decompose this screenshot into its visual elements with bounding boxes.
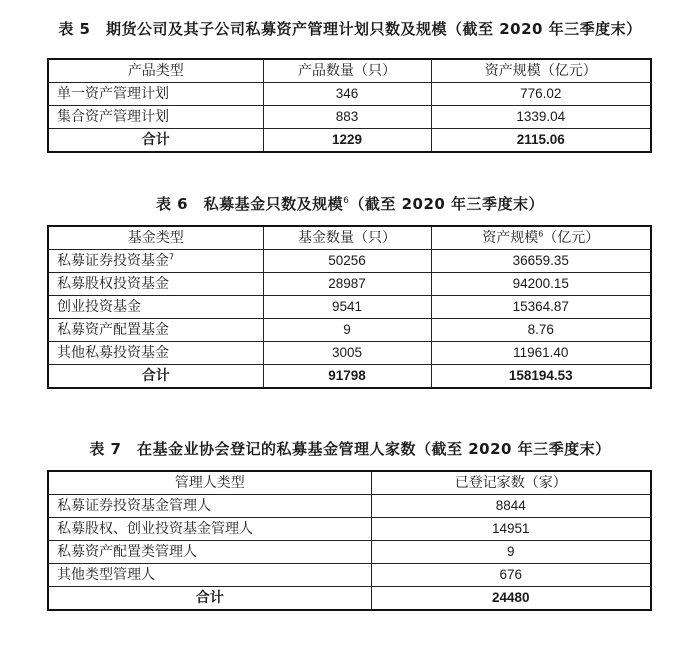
table-header-row — [48, 226, 651, 250]
caption-tail: （截至 2020 年三季度末） — [349, 195, 545, 213]
count-cell: 676 — [371, 564, 651, 587]
count-cell: 3005 — [263, 342, 431, 365]
column-header: 基金类型 — [48, 226, 263, 250]
count-cell: 9541 — [263, 296, 431, 319]
total-scale: 158194.53 — [431, 365, 651, 389]
count-cell: 28987 — [263, 273, 431, 296]
table-row — [48, 273, 651, 296]
total-label: 合计 — [48, 587, 371, 611]
scale-cell: 11961.40 — [431, 342, 651, 365]
table-row — [48, 495, 651, 518]
column-header: 资产规模（亿元） — [431, 59, 651, 83]
scale-cell: 8.76 — [431, 319, 651, 342]
product-type-cell: 单一资产管理计划 — [48, 83, 263, 106]
caption-text: 表 6 私募基金只数及规模 — [155, 195, 344, 213]
table5-caption: 表 5 期货公司及其子公司私募资产管理计划只数及规模（截至 2020 年三季度末） — [58, 20, 642, 38]
count-cell: 9 — [263, 319, 431, 342]
total-count: 1229 — [263, 129, 431, 153]
column-header: 产品数量（只） — [263, 59, 431, 83]
table-row — [48, 541, 651, 564]
table-row — [48, 342, 651, 365]
count-cell: 883 — [263, 106, 431, 129]
table6-caption — [0, 193, 700, 214]
table-header-row — [48, 471, 651, 495]
manager-type-cell: 私募股权、创业投资基金管理人 — [48, 518, 371, 541]
table-row — [48, 319, 651, 342]
count-cell: 9 — [371, 541, 651, 564]
total-count: 24480 — [371, 587, 651, 611]
manager-type-cell: 私募证券投资基金管理人 — [48, 495, 371, 518]
total-scale: 2115.06 — [431, 129, 651, 153]
fund-type-cell — [48, 250, 263, 273]
table5 — [47, 58, 652, 153]
manager-type-cell: 私募资产配置类管理人 — [48, 541, 371, 564]
fund-type-cell: 创业投资基金 — [48, 296, 263, 319]
table-header-row — [48, 59, 651, 83]
table-total-row — [48, 365, 651, 389]
column-header: 管理人类型 — [48, 471, 371, 495]
scale-cell: 15364.87 — [431, 296, 651, 319]
table-row — [48, 518, 651, 541]
fund-type-text: 私募证券投资基金 — [57, 253, 169, 269]
table7-caption: 表 7 在基金业协会登记的私募基金管理人家数（截至 2020 年三季度末） — [89, 440, 611, 458]
count-cell: 8844 — [371, 495, 651, 518]
scale-cell: 94200.15 — [431, 273, 651, 296]
scale-cell: 776.02 — [431, 83, 651, 106]
fund-type-cell: 其他私募投资基金 — [48, 342, 263, 365]
column-header: 已登记家数（家） — [371, 471, 651, 495]
header-unit: （亿元） — [543, 230, 600, 246]
table6 — [47, 225, 652, 389]
table-row — [48, 106, 651, 129]
table-row — [48, 296, 651, 319]
fund-type-cell: 私募股权投资基金 — [48, 273, 263, 296]
scale-cell: 36659.35 — [431, 250, 651, 273]
table-row — [48, 83, 651, 106]
table-total-row — [48, 587, 651, 611]
footnote-mark: 7 — [169, 252, 175, 262]
count-cell: 50256 — [263, 250, 431, 273]
scale-cell: 1339.04 — [431, 106, 651, 129]
header-text: 资产规模 — [482, 230, 539, 246]
table-row — [48, 250, 651, 273]
column-header: 基金数量（只） — [263, 226, 431, 250]
total-label: 合计 — [48, 365, 263, 389]
manager-type-cell: 其他类型管理人 — [48, 564, 371, 587]
table-row — [48, 564, 651, 587]
total-count: 91798 — [263, 365, 431, 389]
footnote-mark: 6 — [343, 196, 350, 206]
fund-type-cell: 私募资产配置基金 — [48, 319, 263, 342]
count-cell: 14951 — [371, 518, 651, 541]
column-header: 产品类型 — [48, 59, 263, 83]
column-header — [431, 226, 651, 250]
table-total-row — [48, 129, 651, 153]
footnote-mark: 6 — [538, 229, 544, 239]
total-label: 合计 — [48, 129, 263, 153]
product-type-cell: 集合资产管理计划 — [48, 106, 263, 129]
table7 — [47, 470, 652, 611]
count-cell: 346 — [263, 83, 431, 106]
